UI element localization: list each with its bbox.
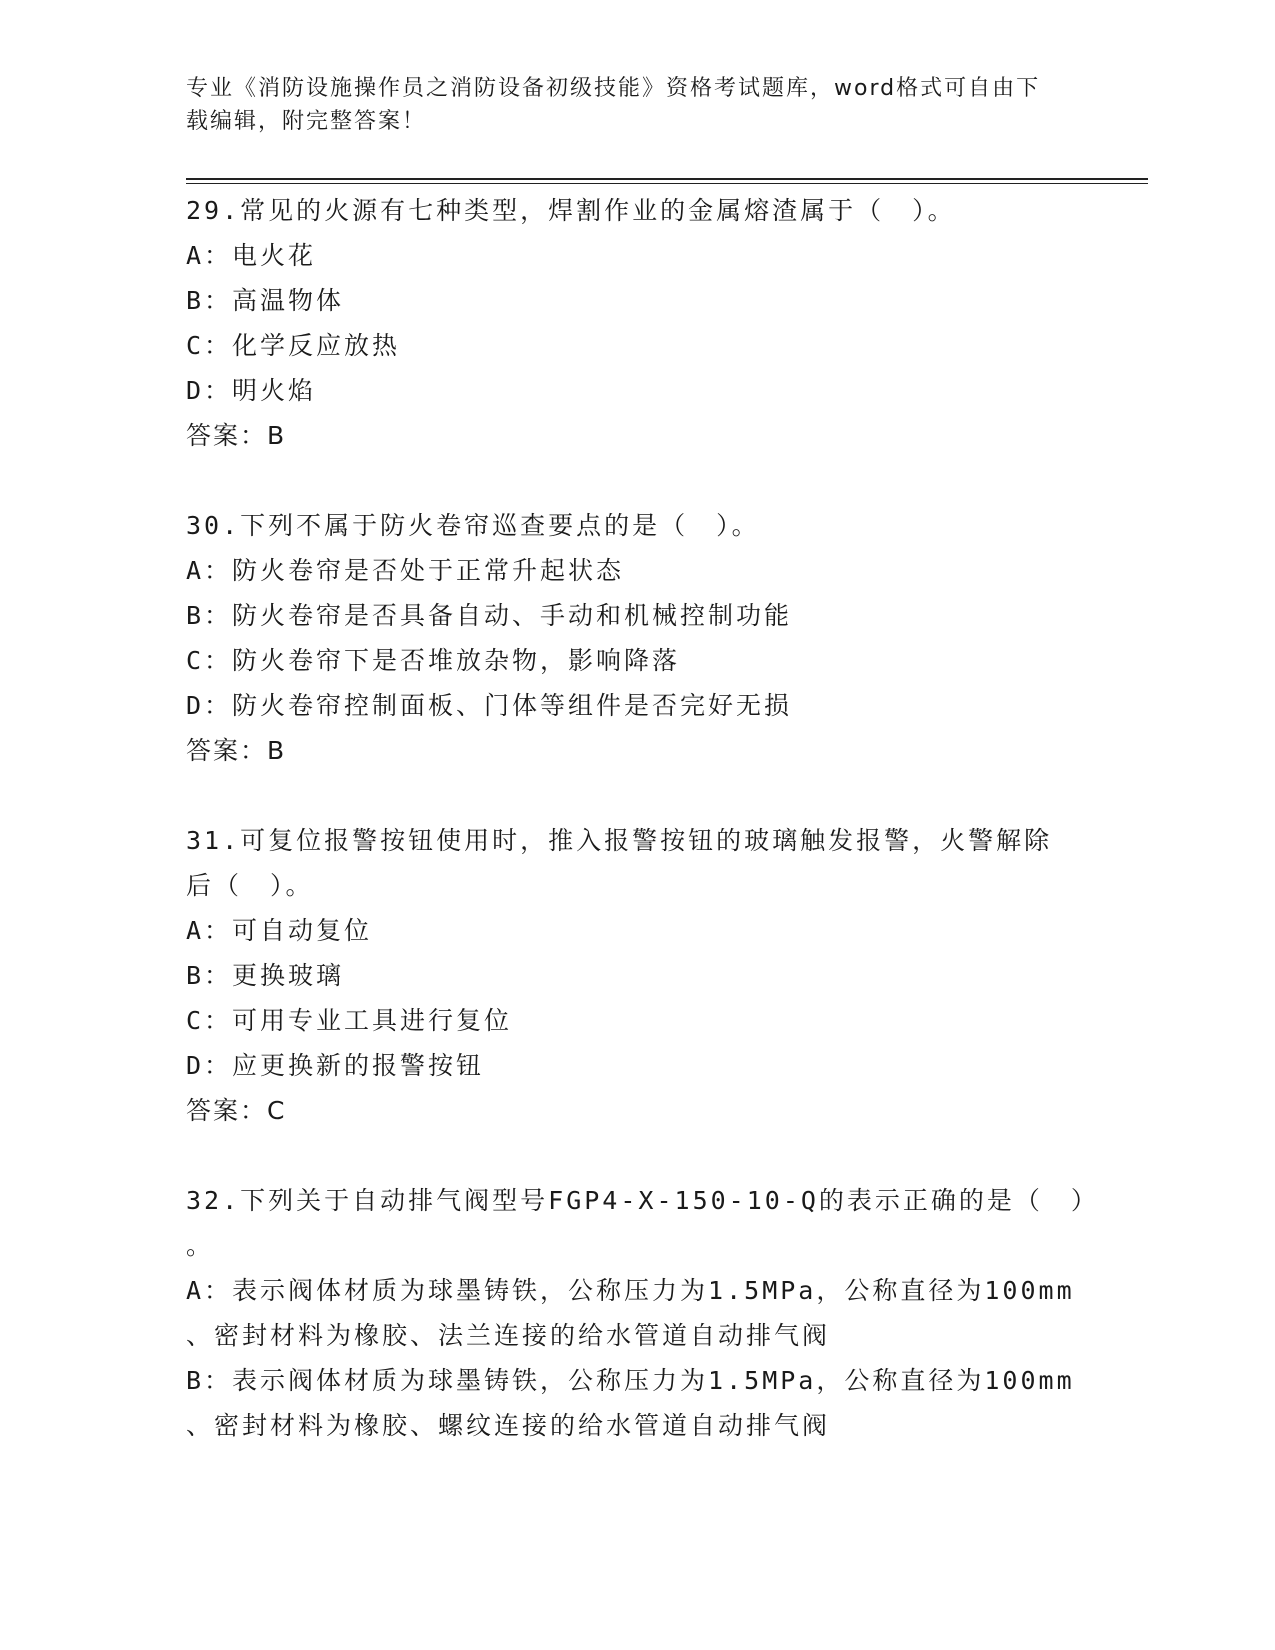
question-32 <box>186 1178 1099 1448</box>
header-line-2: 载编辑，附完整答案！ <box>186 109 427 134</box>
header-line-1: 专业《消防设施操作员之消防设备初级技能》资格考试题库，word格式可自由下 <box>186 76 1041 101</box>
question-stem-continued: 后（ ）。 <box>186 871 314 900</box>
question-29 <box>186 188 1086 458</box>
question-31 <box>186 818 1086 1133</box>
option-a: A：可自动复位 <box>186 916 373 945</box>
option-b: B：更换玻璃 <box>186 961 345 990</box>
option-b: B：防火卷帘是否具备自动、手动和机械控制功能 <box>186 601 793 630</box>
option-b-continued: 、密封材料为橡胶、螺纹连接的给水管道自动排气阀 <box>186 1411 831 1440</box>
question-stem: 30.下列不属于防火卷帘巡查要点的是（ ）。 <box>186 511 760 540</box>
option-b: B：表示阀体材质为球墨铸铁，公称压力为1.5MPa，公称直径为100mm <box>186 1366 1075 1395</box>
option-a: A：电火花 <box>186 241 317 270</box>
option-d: D：应更换新的报警按钮 <box>186 1051 485 1080</box>
option-d: D：防火卷帘控制面板、门体等组件是否完好无损 <box>186 691 793 720</box>
question-stem: 31.可复位报警按钮使用时，推入报警按钮的玻璃触发报警，火警解除 <box>186 826 1053 855</box>
header-divider-thin <box>186 183 1148 184</box>
document-header <box>186 72 1086 138</box>
header-divider <box>186 178 1148 180</box>
question-30 <box>186 503 1086 773</box>
question-list <box>186 188 1099 1493</box>
answer-line: 答案：C <box>186 1096 287 1125</box>
question-stem-continued: 。 <box>186 1231 215 1260</box>
question-stem: 29.常见的火源有七种类型，焊割作业的金属熔渣属于（ ）。 <box>186 196 956 225</box>
option-a-continued: 、密封材料为橡胶、法兰连接的给水管道自动排气阀 <box>186 1321 831 1350</box>
question-stem: 32.下列关于自动排气阀型号FGP4-X-150-10-Q的表示正确的是（ ） <box>186 1186 1099 1215</box>
option-a: A：表示阀体材质为球墨铸铁，公称压力为1.5MPa，公称直径为100mm <box>186 1276 1075 1305</box>
option-c: C：可用专业工具进行复位 <box>186 1006 513 1035</box>
answer-line: 答案：B <box>186 421 287 450</box>
answer-line: 答案：B <box>186 736 287 765</box>
option-a: A：防火卷帘是否处于正常升起状态 <box>186 556 625 585</box>
option-b: B：高温物体 <box>186 286 345 315</box>
option-c: C：化学反应放热 <box>186 331 401 360</box>
option-d: D：明火焰 <box>186 376 317 405</box>
option-c: C：防火卷帘下是否堆放杂物，影响降落 <box>186 646 681 675</box>
